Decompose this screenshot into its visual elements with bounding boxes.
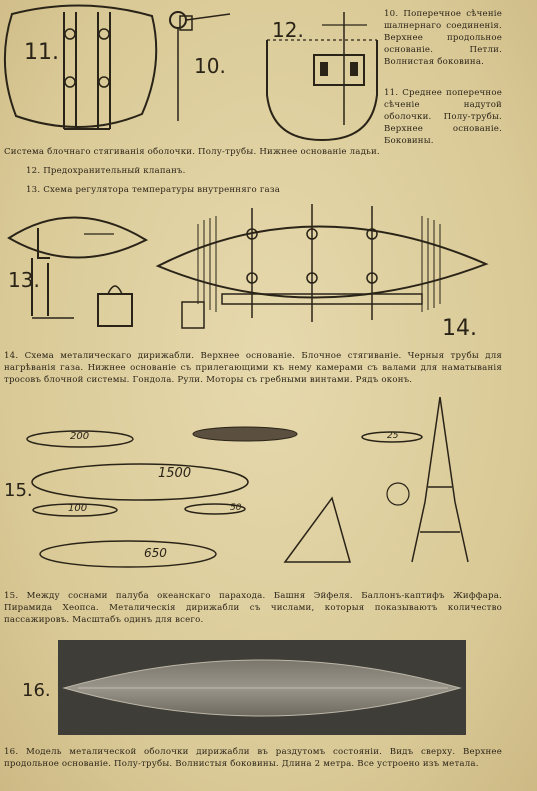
- figure-14-diagram: [152, 198, 492, 340]
- figure-10-label: 10.: [194, 54, 226, 78]
- caption-15: 15. Между соснами палуба океанскаго парахода. Башня Эйфеля. Баллонъ-каптифъ Жиффара. Пирамида Хеопса. Металическія дирижабли съ числами, которыя показываютъ количество пассажировъ. Масштабъ одинъ для всего.: [4, 591, 502, 625]
- figure-16-photo: [58, 640, 466, 735]
- caption-14: 14. Схема металическаго дирижабли. Верхнее основаніе. Блочное стягиваніе. Черныя трубы для нагрѣванія газа. Нижнее основаніе съ прилегающими къ нему камерами съ валами для наматыванія тросовъ блочной системы. Гондола. Рули. Моторы съ гребными винтами. Рядъ оконъ.: [4, 351, 502, 385]
- figure-11-label: 11.: [24, 40, 59, 65]
- figure-15-diagram: [20, 392, 490, 582]
- pyramid: [285, 498, 350, 562]
- eiffel-tower: [412, 397, 468, 562]
- airship-label-100: 100: [68, 503, 88, 514]
- caption-16: 16. Модель металической оболочки дирижабли въ раздутомъ состояніи. Видъ сверху. Верхнее продольное основаніе. Полу-трубы. Волнистыя боковины. Длина 2 метра. Все устроено изъ метала.: [4, 747, 502, 769]
- airship-label-25: 25: [387, 431, 399, 441]
- caption-13: 13. Схема регулятора температуры внутренняго газа: [26, 185, 281, 195]
- airship-label-1500: 1500: [158, 466, 192, 481]
- figure-12-label: 12.: [272, 18, 304, 42]
- airship-1500: [32, 464, 248, 500]
- caption-10: 10. Поперечное сѣченіе шалнернаго соединенія. Верхнее продольное основаніе. Петли. Волнистая боковина.: [384, 9, 502, 67]
- figure-16-envelope: [58, 640, 466, 735]
- airship-650: [40, 541, 216, 567]
- caption-11-line: Система блочнаго стягиванія оболочки. Полу-трубы. Нижнее основаніе ладьи.: [4, 147, 380, 157]
- figure-11-diagram: [2, 4, 162, 136]
- airship-label-650: 650: [144, 546, 167, 560]
- caption-11: 11. Среднее поперечное сѣченіе надутой оболочки. Полу-трубы. Верхнее основаніе. Боковины.: [384, 88, 502, 146]
- captive-balloon: [387, 483, 409, 505]
- airship-label-200: 200: [70, 431, 90, 442]
- figure-15-label: 15.: [4, 480, 33, 501]
- figure-16-label: 16.: [22, 680, 51, 701]
- airship-label-50: 50: [230, 503, 242, 513]
- figure-13-label: 13.: [8, 268, 40, 292]
- figure-14-label: 14.: [442, 316, 477, 341]
- caption-12: 12. Предохранительный клапанъ.: [26, 166, 186, 176]
- ship-deck: [193, 427, 297, 441]
